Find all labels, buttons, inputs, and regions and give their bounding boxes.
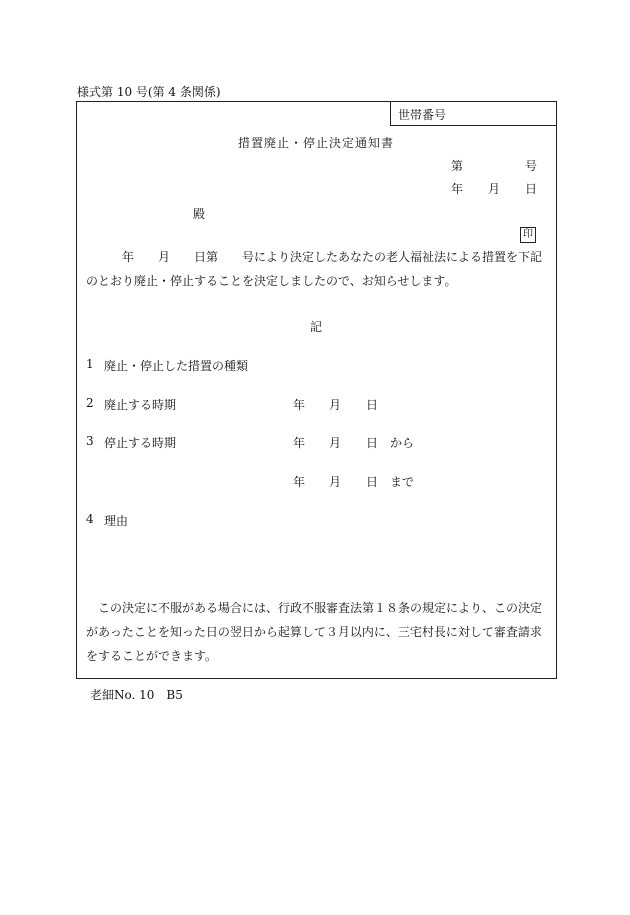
suspension-end-day: 日 (366, 475, 379, 489)
form-number-label: 様式第 10 号(第 4 条関係) (77, 85, 221, 99)
issue-date-month: 月 (488, 182, 501, 196)
suspension-start-day: 日 (366, 436, 379, 450)
issue-date-day: 日 (525, 182, 538, 196)
ki-heading: 記 (310, 320, 323, 334)
doc-number-suffix: 号 (525, 159, 538, 173)
abolition-date-month: 月 (329, 398, 342, 412)
item-number: 4 (86, 512, 94, 526)
item-label-suspension-period: 停止する時期 (104, 436, 177, 450)
addressee-suffix: 殿 (193, 207, 206, 221)
form-code-label: 老細No. 10 B5 (90, 688, 183, 702)
item-number: 3 (86, 434, 94, 448)
item-label-abolition-date: 廃止する時期 (104, 398, 177, 412)
suspension-until-word: まで (390, 475, 415, 489)
suspension-start-year: 年 (293, 436, 306, 450)
item-label-measure-type: 廃止・停止した措置の種類 (104, 359, 249, 373)
item-label-reason: 理由 (104, 514, 129, 528)
notice-body-text: 年 月 日第 号により決定したあなたの老人福祉法による措置を下記のとおり廃止・停止することを決定しましたので、お知らせします。 (86, 250, 543, 288)
issue-date-year: 年 (451, 182, 464, 196)
document-title: 措置廃止・停止決定通知書 (238, 136, 395, 150)
suspension-from-word: から (390, 436, 415, 450)
suspension-end-month: 月 (329, 475, 342, 489)
abolition-date-day: 日 (366, 398, 379, 412)
suspension-start-month: 月 (329, 436, 342, 450)
doc-number-prefix: 第 (451, 159, 464, 173)
abolition-date-year: 年 (293, 398, 306, 412)
suspension-end-year: 年 (293, 475, 306, 489)
form-frame (76, 101, 557, 679)
household-number-label: 世帯番号 (398, 108, 447, 122)
item-number: 2 (86, 396, 94, 410)
item-number: 1 (86, 357, 94, 371)
appeal-notice-text: この決定に不服がある場合には、行政不服審査法第１８条の規定により、この決定があったことを知った日の翌日から起算して３月以内に、三宅村長に対して審査請求をすることができます。 (86, 601, 543, 663)
seal-mark: 印 (520, 227, 536, 243)
